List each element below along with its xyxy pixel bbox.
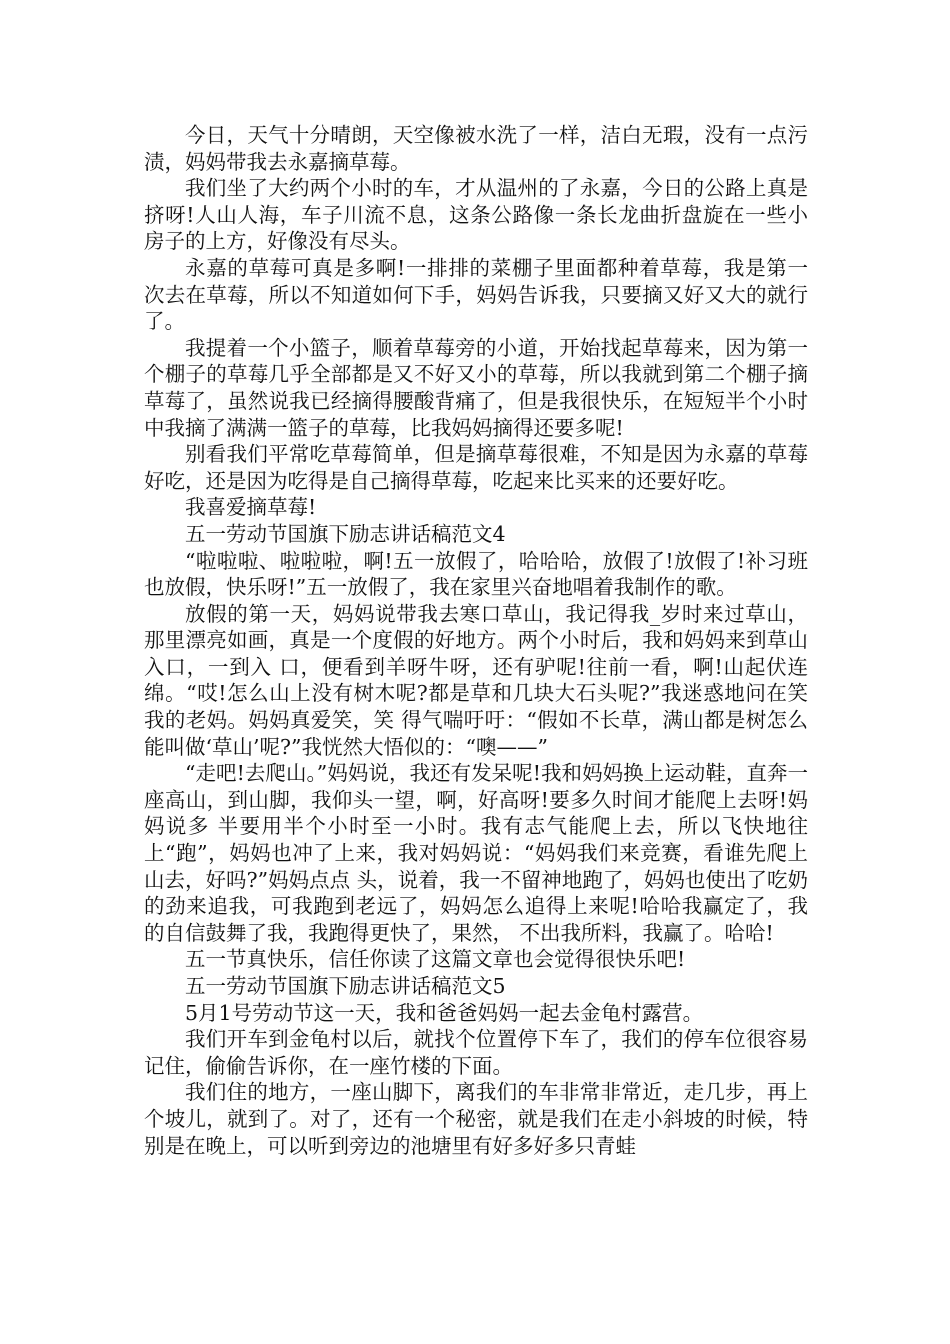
paragraph: 我们住的地方，一座山脚下，离我们的车非常非常近，走几步，再上个坡儿，就到了。对了，还有一个秘密，就是我们在走小斜坡的时候，特别是在晚上，可以听到旁边的池塘里有好多好多只青蛙: [144, 1080, 808, 1158]
section-heading: 五一劳动节国旗下励志讲话稿范文5: [185, 974, 506, 998]
paragraph: 五一节真快乐，信任你读了这篇文章也会觉得很快乐吧!: [185, 947, 686, 972]
paragraph: 放假的第一天，妈妈说带我去寒口草山，我记得我_岁时来过草山，那里漂亮如画，真是一个度假的好地方。两个小时后，我和妈妈来到草山入口，一到入 口，便看到羊呀牛呀，还有驴呢!往前一看，啊!山起伏连绵。“哎!怎么山上没有树木呢?都是草和几块大石头呢?”我迷惑地问在笑我的老妈。妈妈真爱笑，笑 得气喘吁吁：“假如不长草，满山都是树怎么能叫做‘草山’呢?”我恍然大悟似的：“噢——”: [144, 601, 808, 759]
paragraph: 我喜爱摘草莓!: [185, 495, 317, 520]
paragraph: 今日，天气十分晴朗，天空像被水洗了一样，洁白无瑕，没有一点污渍，妈妈带我去永嘉摘草莓。: [144, 123, 808, 174]
section-heading: 五一劳动节国旗下励志讲话稿范文4: [185, 521, 506, 546]
paragraph: 我们开车到金龟村以后，就找个位置停下车了，我们的停车位很容易记住，偷偷告诉你，在一座竹楼的下面。: [144, 1027, 808, 1078]
paragraph: “啦啦啦、啦啦啦，啊!五一放假了，哈哈哈，放假了!放假了!补习班也放假，快乐呀!”五一放假了，我在家里兴奋地唱着我制作的歌。: [144, 548, 808, 600]
document-page: [144, 122, 808, 1159]
paragraph: 5月1号劳动节这一天，我和爸爸妈妈一起去金龟村露营。: [185, 1000, 704, 1025]
paragraph: “走吧!去爬山。”妈妈说，我还有发呆呢!我和妈妈换上运动鞋，直奔一座高山，到山脚，我仰头一望，啊，好高呀!要多久时间才能爬上去呀!妈妈说多 半要用半个小时至一小时。我有志气能爬上去，所以飞快地往上“跑”，妈妈也冲了上来，我对妈妈说：“妈妈我们来竞赛，看谁先爬上山去，好吗?”妈妈点点 头，说着，我一不留神地跑了，妈妈也使出了吃奶的劲来追我，可我跑到老远了，妈妈怎么追得上来呢!哈哈我赢定了，我的自信鼓舞了我，我跑得更快了，果然， 不出我所料，我赢了。哈哈!: [144, 761, 808, 945]
paragraph: 我提着一个小篮子，顺着草莓旁的小道，开始找起草莓来，因为第一个棚子的草莓几乎全部都是又不好又小的草莓，所以我就到第二个棚子摘草莓了，虽然说我已经摘得腰酸背痛了，但是我很快乐，在短短半个小时中我摘了满满一篮子的草莓，比我妈妈摘得还要多呢!: [144, 335, 808, 440]
paragraph: 别看我们平常吃草莓简单，但是摘草莓很难，不知是因为永嘉的草莓好吃，还是因为吃得是自己摘得草莓，吃起来比买来的还要好吃。: [144, 442, 808, 493]
paragraph: 我们坐了大约两个小时的车，才从温州的了永嘉，今日的公路上真是挤呀!人山人海，车子川流不息，这条公路像一条长龙曲折盘旋在一些小房子的上方，好像没有尽头。: [144, 176, 808, 254]
paragraph: 永嘉的草莓可真是多啊!一排排的菜棚子里面都种着草莓，我是第一次去在草莓，所以不知道如何下手，妈妈告诉我，只要摘又好又大的就行了。: [144, 255, 808, 334]
